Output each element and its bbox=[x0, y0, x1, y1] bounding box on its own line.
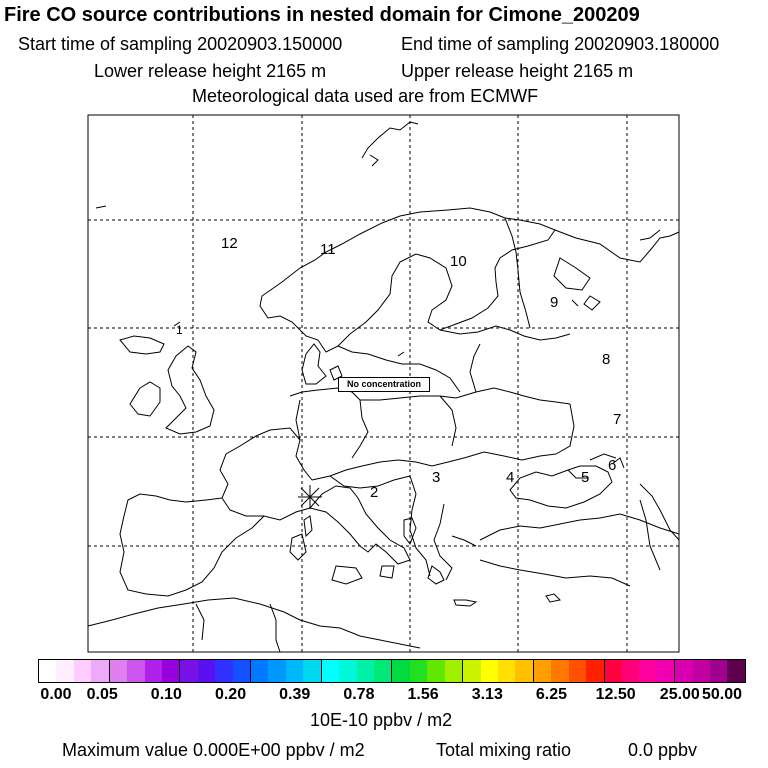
colorbar-tick-label: 50.00 bbox=[701, 686, 743, 703]
colorbar-segment bbox=[233, 660, 251, 682]
colorbar-tick-label: 3.13 bbox=[471, 686, 503, 703]
colorbar-segment bbox=[74, 660, 91, 682]
colorbar-segment bbox=[693, 660, 710, 682]
colorbar-segment bbox=[392, 660, 409, 682]
colorbar-segment bbox=[710, 660, 727, 682]
colorbar-segment bbox=[162, 660, 180, 682]
trajectory-label-5: 5 bbox=[581, 469, 590, 486]
colorbar-segment bbox=[374, 660, 392, 682]
colorbar-segment bbox=[657, 660, 675, 682]
colorbar-segment bbox=[303, 660, 321, 682]
colorbar-segment bbox=[110, 660, 127, 682]
colorbar-segment bbox=[339, 660, 356, 682]
trajectory-label-1: 2 bbox=[370, 484, 379, 501]
colorbar-tick-label: 0.10 bbox=[150, 686, 182, 703]
colorbar-segment bbox=[357, 660, 374, 682]
end-time-label: End time of sampling 20020903.180000 bbox=[401, 34, 720, 54]
trajectory-label-9: 9 bbox=[550, 294, 559, 311]
trajectory-label-11: 11 bbox=[320, 241, 336, 258]
colorbar-segment bbox=[215, 660, 232, 682]
colorbar-tick-label: 0.00 bbox=[40, 686, 72, 703]
trajectory-label-3: 3 bbox=[432, 469, 441, 486]
trajectory-label-6: 6 bbox=[608, 457, 617, 474]
trajectory-label-7: 7 bbox=[613, 411, 622, 428]
colorbar-segment bbox=[198, 660, 215, 682]
release-site-star-icon bbox=[298, 485, 322, 509]
colorbar-segment bbox=[286, 660, 303, 682]
colorbar-segment bbox=[515, 660, 533, 682]
lower-release-label: Lower release height 2165 m bbox=[94, 61, 327, 81]
colorbar-segment bbox=[427, 660, 444, 682]
colorbar-tick-label: 1.56 bbox=[407, 686, 439, 703]
colorbar-tick-label: 0.39 bbox=[279, 686, 311, 703]
no-concentration-label: No concentration bbox=[338, 377, 430, 392]
colorbar bbox=[38, 659, 746, 683]
colorbar-segment bbox=[498, 660, 515, 682]
colorbar-tick-label: 0.20 bbox=[214, 686, 247, 703]
trajectory-label-10: 10 bbox=[450, 253, 467, 270]
colorbar-segment bbox=[534, 660, 551, 682]
trajectory-label-8: 8 bbox=[602, 351, 611, 368]
colorbar-segment bbox=[145, 660, 162, 682]
colorbar-segment bbox=[127, 660, 144, 682]
total-mixing-label: Total mixing ratio bbox=[436, 740, 572, 760]
colorbar-segment bbox=[410, 660, 427, 682]
met-data-label: Meteorological data used are from ECMWF bbox=[192, 86, 539, 106]
colorbar-segment bbox=[56, 660, 73, 682]
colorbar-segment bbox=[586, 660, 604, 682]
colorbar-segment bbox=[322, 660, 339, 682]
colorbar-segment bbox=[622, 660, 639, 682]
colorbar-segment bbox=[639, 660, 656, 682]
colorbar-segment bbox=[481, 660, 498, 682]
total-mixing-value: 0.0 ppbv bbox=[628, 740, 698, 760]
colorbar-segment bbox=[445, 660, 463, 682]
max-value-label: Maximum value 0.000E+00 ppbv / m2 bbox=[62, 740, 365, 760]
colorbar-segment bbox=[91, 660, 109, 682]
colorbar-tick-label: 0.05 bbox=[86, 686, 118, 703]
colorbar-segment bbox=[605, 660, 622, 682]
colorbar-tick-label: 0.78 bbox=[343, 686, 375, 703]
colorbar-tick-label: 6.25 bbox=[535, 686, 568, 703]
colorbar-segment bbox=[569, 660, 586, 682]
upper-release-label: Upper release height 2165 m bbox=[401, 61, 634, 81]
colorbar-segment bbox=[268, 660, 285, 682]
trajectory-label-12: 12 bbox=[221, 235, 238, 252]
colorbar-segment bbox=[675, 660, 692, 682]
colorbar-tick-label: 12.50 bbox=[595, 686, 636, 703]
colorbar-units: 10E-10 ppbv / m2 bbox=[310, 710, 453, 730]
start-time-label: Start time of sampling 20020903.150000 bbox=[18, 34, 343, 54]
plot-title: Fire CO source contributions in nested domain for Cimone_200209 bbox=[4, 4, 640, 26]
colorbar-segment bbox=[39, 660, 56, 682]
colorbar-tick-label: 25.00 bbox=[659, 686, 700, 703]
trajectory-label-4: 4 bbox=[506, 469, 515, 486]
colorbar-segment bbox=[251, 660, 268, 682]
trajectory-label-1: 1 bbox=[176, 323, 183, 337]
colorbar-segment bbox=[727, 660, 744, 682]
colorbar-segment bbox=[180, 660, 197, 682]
colorbar-segment bbox=[463, 660, 480, 682]
colorbar-segment bbox=[551, 660, 568, 682]
